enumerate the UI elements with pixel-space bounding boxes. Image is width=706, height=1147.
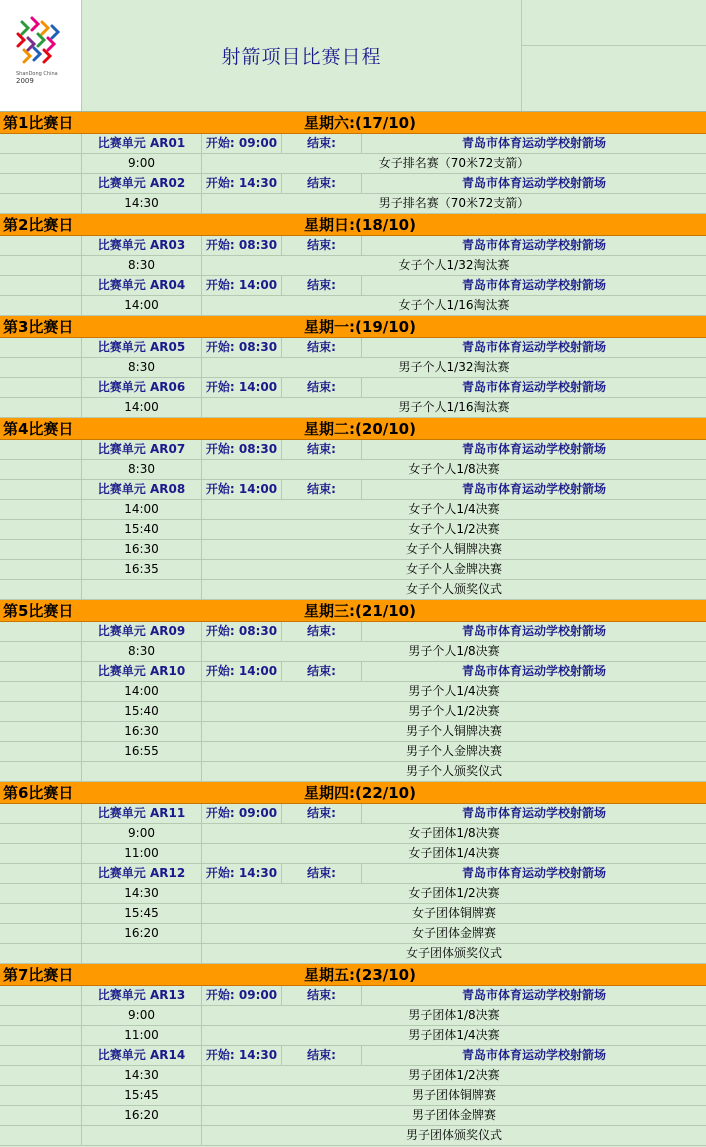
event-time: 15:40 xyxy=(82,520,202,539)
event-row xyxy=(0,1006,706,1026)
start-time: 08:30 xyxy=(238,238,278,252)
event-time: 9:00 xyxy=(82,154,202,173)
empty-cell xyxy=(0,662,82,681)
session-unit: 比赛单元 AR10 xyxy=(82,662,202,681)
page-title: 射箭项目比赛日程 xyxy=(221,46,382,68)
session-row xyxy=(0,276,706,296)
event-time: 14:00 xyxy=(82,398,202,417)
start-label: 开始: xyxy=(205,664,235,678)
event-row xyxy=(0,1026,706,1046)
session-start xyxy=(202,480,282,499)
event-name: 女子团体颁奖仪式 xyxy=(405,946,502,960)
event-name: 男子团体1/2决赛 xyxy=(408,1068,500,1082)
event-name: 女子团体1/8决赛 xyxy=(408,826,500,840)
session-venue: 青岛市体育运动学校射箭场 xyxy=(461,624,606,638)
empty-cell xyxy=(0,1106,82,1125)
start-time: 09:00 xyxy=(238,988,278,1002)
session-unit: 比赛单元 AR05 xyxy=(82,338,202,357)
day-header-row xyxy=(0,214,706,236)
session-venue: 青岛市体育运动学校射箭场 xyxy=(461,442,606,456)
event-name: 男子个人金牌决赛 xyxy=(405,744,502,758)
event-row xyxy=(0,762,706,782)
event-name: 男子个人1/4决赛 xyxy=(408,684,500,698)
session-row xyxy=(0,236,706,256)
empty-cell xyxy=(0,338,82,357)
end-label: 结束: xyxy=(282,134,362,153)
session-row xyxy=(0,378,706,398)
start-label: 开始: xyxy=(205,238,235,252)
start-label: 开始: xyxy=(205,136,235,150)
empty-cell xyxy=(0,742,82,761)
event-name: 女子个人铜牌决赛 xyxy=(405,542,502,556)
end-label: 结束: xyxy=(282,986,362,1005)
event-name: 女子个人金牌决赛 xyxy=(405,562,502,576)
event-row xyxy=(0,194,706,214)
day-label: 第6比赛日 xyxy=(3,784,74,802)
empty-cell xyxy=(0,702,82,721)
event-name: 女子个人1/32淘汰赛 xyxy=(398,258,510,272)
event-name: 男子个人1/16淘汰赛 xyxy=(398,400,510,414)
start-label: 开始: xyxy=(205,482,235,496)
end-label: 结束: xyxy=(282,622,362,641)
event-row xyxy=(0,844,706,864)
session-venue: 青岛市体育运动学校射箭场 xyxy=(461,278,606,292)
empty-cell xyxy=(0,296,82,315)
event-row xyxy=(0,560,706,580)
session-row xyxy=(0,804,706,824)
event-row xyxy=(0,1106,706,1126)
event-row xyxy=(0,904,706,924)
empty-cell xyxy=(0,256,82,275)
empty-cell xyxy=(0,722,82,741)
event-time: 16:35 xyxy=(82,560,202,579)
empty-cell xyxy=(0,398,82,417)
event-name: 女子个人1/8决赛 xyxy=(408,462,500,476)
end-label: 结束: xyxy=(282,804,362,823)
start-label: 开始: xyxy=(205,806,235,820)
session-unit: 比赛单元 AR01 xyxy=(82,134,202,153)
end-label: 结束: xyxy=(282,378,362,397)
start-time: 14:30 xyxy=(238,866,278,880)
empty-cell xyxy=(0,864,82,883)
session-venue: 青岛市体育运动学校射箭场 xyxy=(461,136,606,150)
event-name: 女子个人颁奖仪式 xyxy=(405,582,502,596)
session-unit: 比赛单元 AR09 xyxy=(82,622,202,641)
event-name: 男子团体1/4决赛 xyxy=(408,1028,500,1042)
session-start xyxy=(202,236,282,255)
day-date: 星期一:(19/10) xyxy=(304,318,416,336)
session-row xyxy=(0,1046,706,1066)
session-venue: 青岛市体育运动学校射箭场 xyxy=(461,340,606,354)
day-label: 第3比赛日 xyxy=(3,318,74,336)
day-date: 星期四:(22/10) xyxy=(304,784,416,802)
empty-cell xyxy=(0,904,82,923)
event-time xyxy=(82,1126,202,1145)
svg-text:2009: 2009 xyxy=(16,77,34,85)
event-name: 女子个人1/16淘汰赛 xyxy=(398,298,510,312)
day-label: 第1比赛日 xyxy=(3,114,74,132)
svg-text:ShanDong China: ShanDong China xyxy=(16,71,58,77)
event-row xyxy=(0,580,706,600)
start-time: 14:00 xyxy=(238,482,278,496)
session-row xyxy=(0,440,706,460)
event-row xyxy=(0,1086,706,1106)
event-name: 女子团体金牌赛 xyxy=(411,926,496,940)
event-name: 男子排名赛（70米72支箭） xyxy=(378,196,530,210)
event-name: 女子排名赛（70米72支箭） xyxy=(378,156,530,170)
event-time xyxy=(82,580,202,599)
sheet-header xyxy=(0,0,706,112)
end-label: 结束: xyxy=(282,236,362,255)
day-label: 第5比赛日 xyxy=(3,602,74,620)
event-time xyxy=(82,762,202,781)
session-unit: 比赛单元 AR14 xyxy=(82,1046,202,1065)
day-date: 星期五:(23/10) xyxy=(304,966,416,984)
day-header-row xyxy=(0,600,706,622)
start-label: 开始: xyxy=(205,176,235,190)
event-time: 9:00 xyxy=(82,824,202,843)
event-name: 男子个人1/2决赛 xyxy=(408,704,500,718)
empty-cell xyxy=(0,944,82,963)
event-time: 16:20 xyxy=(82,924,202,943)
event-time: 8:30 xyxy=(82,256,202,275)
empty-cell xyxy=(0,580,82,599)
session-row xyxy=(0,338,706,358)
event-row xyxy=(0,1126,706,1146)
session-start xyxy=(202,622,282,641)
end-label: 结束: xyxy=(282,338,362,357)
session-start xyxy=(202,378,282,397)
event-name: 男子团体颁奖仪式 xyxy=(405,1128,502,1142)
start-label: 开始: xyxy=(205,442,235,456)
start-label: 开始: xyxy=(205,278,235,292)
event-time: 15:40 xyxy=(82,702,202,721)
start-time: 14:00 xyxy=(238,278,278,292)
empty-cell xyxy=(0,1066,82,1085)
day-date: 星期日:(18/10) xyxy=(304,216,416,234)
day-date: 星期六:(17/10) xyxy=(304,114,416,132)
event-time: 11:00 xyxy=(82,844,202,863)
session-unit: 比赛单元 AR12 xyxy=(82,864,202,883)
session-venue: 青岛市体育运动学校射箭场 xyxy=(461,176,606,190)
games-logo-cell xyxy=(0,0,82,111)
day-date: 星期三:(21/10) xyxy=(304,602,416,620)
start-label: 开始: xyxy=(205,340,235,354)
event-time: 14:00 xyxy=(82,296,202,315)
empty-cell xyxy=(0,520,82,539)
end-label: 结束: xyxy=(282,864,362,883)
event-time: 14:00 xyxy=(82,682,202,701)
session-unit: 比赛单元 AR08 xyxy=(82,480,202,499)
event-time: 16:30 xyxy=(82,540,202,559)
empty-cell xyxy=(0,236,82,255)
session-start xyxy=(202,440,282,459)
empty-cell xyxy=(0,174,82,193)
empty-cell xyxy=(0,924,82,943)
start-label: 开始: xyxy=(205,866,235,880)
empty-cell xyxy=(0,824,82,843)
event-row xyxy=(0,540,706,560)
event-time: 16:55 xyxy=(82,742,202,761)
event-row xyxy=(0,702,706,722)
event-time xyxy=(82,944,202,963)
session-unit: 比赛单元 AR07 xyxy=(82,440,202,459)
event-time: 14:00 xyxy=(82,500,202,519)
event-name: 女子团体1/2决赛 xyxy=(408,886,500,900)
event-row xyxy=(0,682,706,702)
event-name: 男子团体铜牌赛 xyxy=(411,1088,496,1102)
end-label: 结束: xyxy=(282,440,362,459)
session-start xyxy=(202,174,282,193)
day-label: 第7比赛日 xyxy=(3,966,74,984)
empty-cell xyxy=(0,440,82,459)
event-time: 14:30 xyxy=(82,884,202,903)
event-name: 男子个人铜牌决赛 xyxy=(405,724,502,738)
event-row xyxy=(0,296,706,316)
event-name: 男子个人1/32淘汰赛 xyxy=(398,360,510,374)
title-cell xyxy=(82,0,522,111)
empty-cell xyxy=(0,986,82,1005)
event-time: 16:20 xyxy=(82,1106,202,1125)
session-start xyxy=(202,1046,282,1065)
session-row xyxy=(0,480,706,500)
event-time: 9:00 xyxy=(82,1006,202,1025)
event-time: 14:30 xyxy=(82,1066,202,1085)
day-label: 第2比赛日 xyxy=(3,216,74,234)
end-label: 结束: xyxy=(282,480,362,499)
day-header-row xyxy=(0,418,706,440)
event-row xyxy=(0,500,706,520)
start-label: 开始: xyxy=(205,988,235,1002)
empty-cell xyxy=(0,1046,82,1065)
event-row xyxy=(0,642,706,662)
day-header-row xyxy=(0,316,706,338)
session-venue: 青岛市体育运动学校射箭场 xyxy=(461,664,606,678)
session-unit: 比赛单元 AR06 xyxy=(82,378,202,397)
empty-cell xyxy=(0,1026,82,1045)
session-start xyxy=(202,662,282,681)
event-row xyxy=(0,154,706,174)
end-label: 结束: xyxy=(282,276,362,295)
games-logo-icon xyxy=(0,0,81,111)
empty-cell xyxy=(0,884,82,903)
event-row xyxy=(0,924,706,944)
session-unit: 比赛单元 AR11 xyxy=(82,804,202,823)
session-venue: 青岛市体育运动学校射箭场 xyxy=(461,806,606,820)
empty-cell xyxy=(0,276,82,295)
day-label: 第4比赛日 xyxy=(3,420,74,438)
session-unit: 比赛单元 AR13 xyxy=(82,986,202,1005)
start-time: 14:30 xyxy=(238,1048,278,1062)
end-label: 结束: xyxy=(282,174,362,193)
empty-cell xyxy=(0,378,82,397)
session-venue: 青岛市体育运动学校射箭场 xyxy=(461,988,606,1002)
event-name: 女子个人1/2决赛 xyxy=(408,522,500,536)
event-time: 8:30 xyxy=(82,642,202,661)
empty-cell xyxy=(0,762,82,781)
start-time: 14:00 xyxy=(238,664,278,678)
event-time: 8:30 xyxy=(82,460,202,479)
event-time: 15:45 xyxy=(82,904,202,923)
empty-cell xyxy=(0,480,82,499)
session-row xyxy=(0,986,706,1006)
session-row xyxy=(0,864,706,884)
end-label: 结束: xyxy=(282,1046,362,1065)
session-venue: 青岛市体育运动学校射箭场 xyxy=(461,482,606,496)
empty-cell xyxy=(0,844,82,863)
empty-cell xyxy=(0,194,82,213)
empty-cell xyxy=(0,154,82,173)
start-time: 08:30 xyxy=(238,442,278,456)
event-name: 男子个人1/8决赛 xyxy=(408,644,500,658)
empty-cell xyxy=(0,622,82,641)
event-row xyxy=(0,1066,706,1086)
event-time: 8:30 xyxy=(82,358,202,377)
empty-cell xyxy=(0,560,82,579)
event-name: 女子团体铜牌赛 xyxy=(411,906,496,920)
session-start xyxy=(202,986,282,1005)
event-name: 女子团体1/4决赛 xyxy=(408,846,500,860)
session-start xyxy=(202,276,282,295)
start-time: 09:00 xyxy=(238,136,278,150)
session-venue: 青岛市体育运动学校射箭场 xyxy=(461,238,606,252)
empty-cell xyxy=(522,46,706,111)
session-unit: 比赛单元 AR02 xyxy=(82,174,202,193)
event-name: 男子团体1/8决赛 xyxy=(408,1008,500,1022)
session-row xyxy=(0,662,706,682)
event-row xyxy=(0,398,706,418)
session-row xyxy=(0,134,706,154)
start-time: 14:00 xyxy=(238,380,278,394)
session-unit: 比赛单元 AR04 xyxy=(82,276,202,295)
start-time: 08:30 xyxy=(238,340,278,354)
event-time: 14:30 xyxy=(82,194,202,213)
event-row xyxy=(0,520,706,540)
empty-cell xyxy=(0,500,82,519)
end-label: 结束: xyxy=(282,662,362,681)
empty-cell xyxy=(0,134,82,153)
empty-cell xyxy=(0,682,82,701)
event-time: 16:30 xyxy=(82,722,202,741)
empty-cell xyxy=(0,540,82,559)
day-date: 星期二:(20/10) xyxy=(304,420,416,438)
empty-cell xyxy=(0,358,82,377)
empty-cell xyxy=(0,642,82,661)
empty-cell xyxy=(0,1006,82,1025)
schedule-rows xyxy=(0,112,706,1146)
start-time: 09:00 xyxy=(238,806,278,820)
start-label: 开始: xyxy=(205,624,235,638)
event-name: 男子个人颁奖仪式 xyxy=(405,764,502,778)
day-header-row xyxy=(0,782,706,804)
session-start xyxy=(202,864,282,883)
event-row xyxy=(0,460,706,480)
session-venue: 青岛市体育运动学校射箭场 xyxy=(461,866,606,880)
event-row xyxy=(0,884,706,904)
event-row xyxy=(0,742,706,762)
session-start xyxy=(202,338,282,357)
session-start xyxy=(202,134,282,153)
empty-cell xyxy=(522,0,706,46)
start-time: 08:30 xyxy=(238,624,278,638)
empty-cell xyxy=(0,460,82,479)
event-row xyxy=(0,722,706,742)
event-row xyxy=(0,256,706,276)
empty-cell xyxy=(0,804,82,823)
start-label: 开始: xyxy=(205,380,235,394)
session-start xyxy=(202,804,282,823)
event-name: 男子团体金牌赛 xyxy=(411,1108,496,1122)
event-row xyxy=(0,358,706,378)
start-time: 14:30 xyxy=(238,176,278,190)
event-row xyxy=(0,824,706,844)
event-time: 15:45 xyxy=(82,1086,202,1105)
session-row xyxy=(0,622,706,642)
start-label: 开始: xyxy=(205,1048,235,1062)
event-row xyxy=(0,944,706,964)
event-time: 11:00 xyxy=(82,1026,202,1045)
empty-cell xyxy=(0,1086,82,1105)
day-header-row xyxy=(0,112,706,134)
session-unit: 比赛单元 AR03 xyxy=(82,236,202,255)
session-venue: 青岛市体育运动学校射箭场 xyxy=(461,380,606,394)
day-header-row xyxy=(0,964,706,986)
empty-cell xyxy=(0,1126,82,1145)
session-venue: 青岛市体育运动学校射箭场 xyxy=(461,1048,606,1062)
session-row xyxy=(0,174,706,194)
event-name: 女子个人1/4决赛 xyxy=(408,502,500,516)
